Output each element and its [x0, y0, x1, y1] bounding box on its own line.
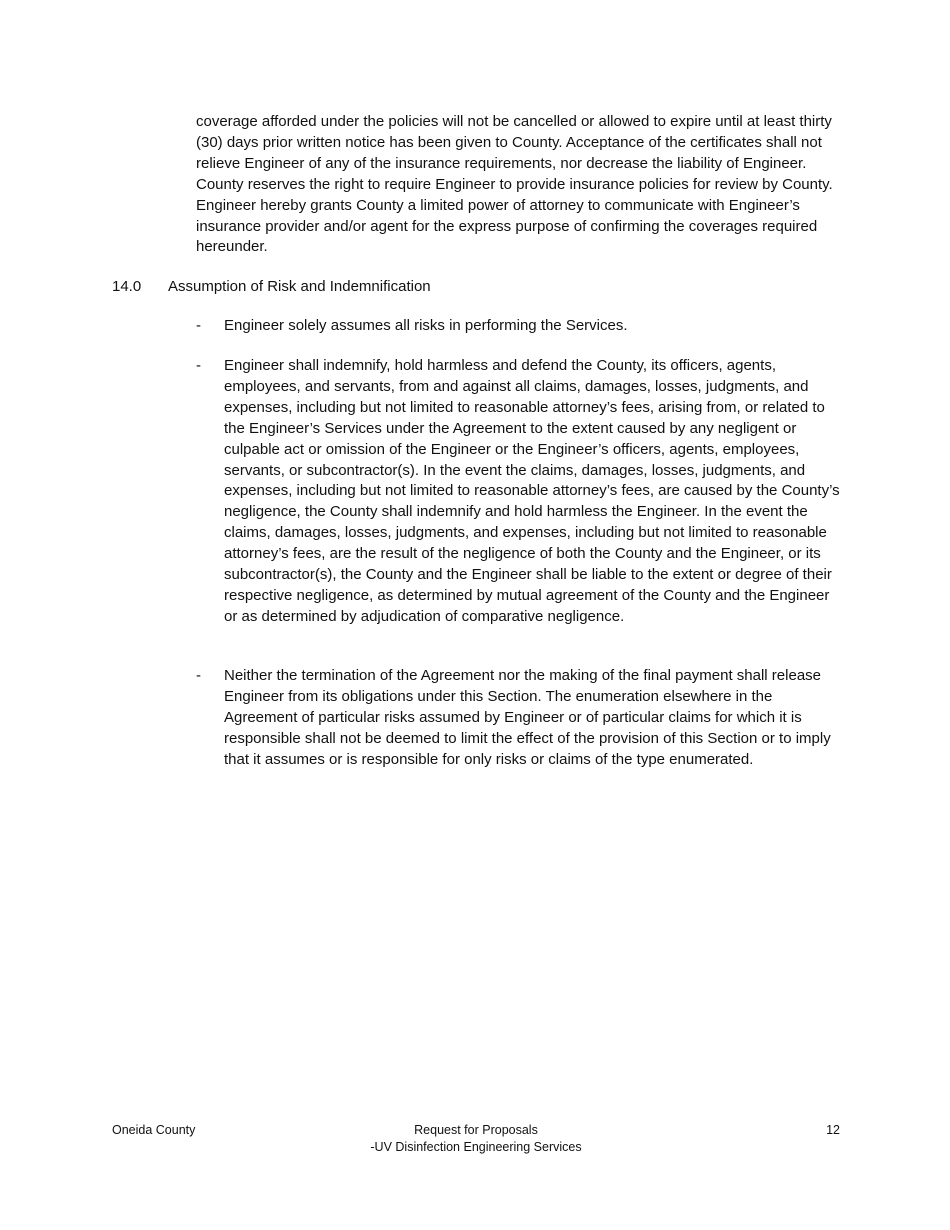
list-item	[196, 316, 841, 337]
continued-paragraph: coverage afforded under the policies will not be cancelled or allowed to expire until at least thirty (30) days prior written notice has been given to County. Acceptance of the certificates shall not relieve Engineer of any of the insurance requirements, nor decrease the liability of Engineer. County reserves the right to require Engineer to provide insurance policies for review by County. Engineer hereby grants County a limited power of attorney to communicate with Engineer’s insurance provider and/or agent for the express purpose of confirming the coverages required hereunder.	[196, 113, 833, 256]
footer-organization: Oneida County	[112, 1123, 196, 1137]
bullet-text: Engineer shall indemnify, hold harmless and defend the County, its officers, agents, employees, and servants, from and against all claims, damages, losses, judgments, and expenses, including but not limited to reasonable attorney’s fees, arising from, or related to the Engineer’s Services under the Agreement to the extent caused by any negligent or culpable act or omission of the Engineer or the Engineer’s officers, agents, employees, servants, or subcontractor(s). In the event the claims, damages, losses, judgments, and expenses, including but not limited to reasonable attorney’s fees, are caused by the County’s negligence, the County shall indemnify and hold harmless the Engineer. In the event the claims, damages, losses, judgments, and expenses, including but not limited to reasonable attorney’s fees, are the result of the negligence of both the County and the Engineer, or its subcontractor(s), the County and the Engineer shall be liable to the extent or degree of their respective negligence, as determined by mutual agreement of the County and the Engineer or as determined by adjudication of comparative negligence.	[224, 357, 840, 625]
section-number: 14.0	[112, 278, 142, 295]
footer-title-line-2: -UV Disinfection Engineering Services	[370, 1140, 582, 1154]
footer-title-line-1: Request for Proposals	[414, 1123, 538, 1137]
page-footer	[112, 1122, 840, 1162]
footer-document-title	[112, 1122, 840, 1156]
bullet-marker: -	[196, 317, 201, 334]
list-item	[196, 356, 841, 628]
section-title: Assumption of Risk and Indemnification	[168, 278, 431, 295]
page-number: 12	[826, 1123, 840, 1137]
bullet-marker: -	[196, 357, 201, 374]
bullet-text: Neither the termination of the Agreement nor the making of the final payment shall release Engineer from its obligations under this Section. The enumeration elsewhere in the Agreement of particular risks assumed by Engineer or of particular claims for which it is responsible shall not be deemed to limit the effect of the provision of this Section or to imply that it assumes or is responsible for only risks or claims of the type enumerated.	[224, 667, 831, 768]
bullet-marker: -	[196, 667, 201, 684]
section-heading	[112, 277, 431, 298]
bullet-text: Engineer solely assumes all risks in performing the Services.	[224, 317, 628, 334]
list-item	[196, 666, 841, 771]
